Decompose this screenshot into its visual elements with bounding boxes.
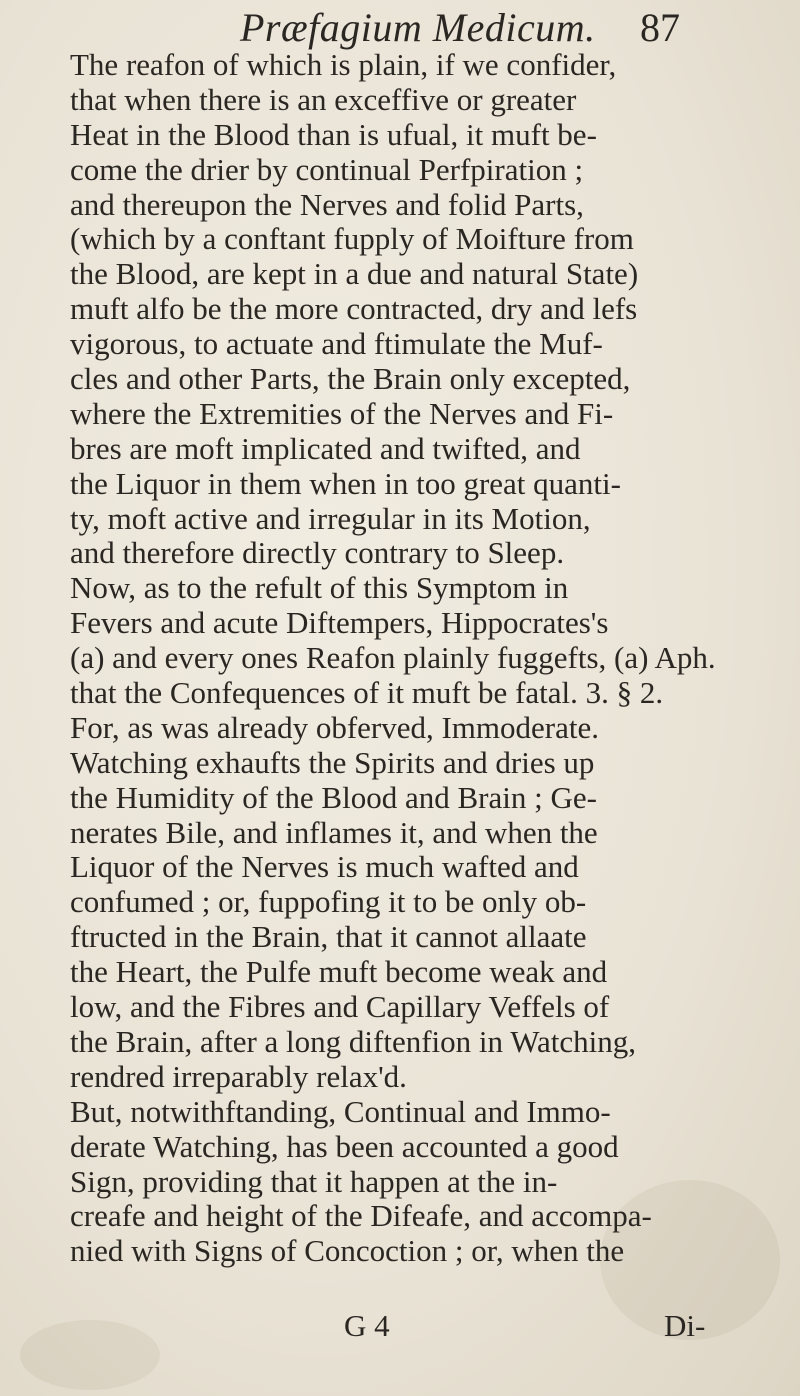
- text-line: bres are moft implicated and twifted, and: [70, 430, 581, 466]
- text-line: Fevers and acute Diftempers, Hippocrates's: [70, 605, 609, 641]
- page-number: 87: [640, 5, 680, 50]
- text-line: Liquor of the Nerves is much wafted and: [70, 849, 579, 885]
- signature-mark: G 4: [344, 1308, 390, 1343]
- text-line: (which by a conftant fupply of Moifture from: [70, 221, 634, 257]
- text-line: come the drier by continual Perfpiration ;: [70, 151, 584, 187]
- text-line: derate Watching, has been accounted a good: [70, 1128, 619, 1164]
- page-footer: [0, 1308, 800, 1348]
- text-line: the Heart, the Pulfe muft become weak and: [70, 954, 608, 990]
- text-line: that when there is an exceffive or greater: [70, 81, 577, 117]
- text-line: the Blood, are kept in a due and natural State): [70, 256, 639, 292]
- text-line: the Brain, after a long diftenfion in Watching,: [70, 1023, 636, 1059]
- text-line: The reafon of which is plain, if we confider,: [70, 47, 617, 82]
- text-line: the Liquor in them when in too great quanti-: [70, 465, 621, 501]
- catchword: Di-: [664, 1308, 706, 1343]
- text-line: Watching exhaufts the Spirits and dries up: [70, 744, 595, 780]
- text-line: vigorous, to actuate and ftimulate the Muf-: [70, 326, 603, 362]
- text-line: Sign, providing that it happen at the in-: [70, 1163, 558, 1199]
- text-line: Heat in the Blood than is ufual, it muft be-: [70, 116, 597, 152]
- text-line: For, as was already obferved, Immoderate.: [70, 709, 599, 745]
- running-title: Præfagium Medicum.: [240, 5, 596, 50]
- text-line: But, notwithftanding, Continual and Immo-: [70, 1093, 611, 1129]
- text-line: nerates Bile, and inflames it, and when the: [70, 814, 598, 850]
- text-line: the Humidity of the Blood and Brain ; Ge-: [70, 779, 597, 815]
- text-line: where the Extremities of the Nerves and Fi-: [70, 395, 614, 431]
- text-line: muft alfo be the more contracted, dry and lefs: [70, 291, 638, 327]
- text-line: Now, as to the refult of this Symptom in: [70, 570, 569, 606]
- text-line: that the Confequences of it muft be fatal. 3. § 2.: [70, 675, 664, 711]
- text-line: ty, moft active and irregular in its Motion,: [70, 500, 591, 536]
- text-line: nied with Signs of Concoction ; or, when the: [70, 1233, 625, 1269]
- text-line: rendred irreparably relax'd.: [70, 1058, 407, 1094]
- text-line: (a) and every ones Reafon plainly fuggefts, (a) Aph.: [70, 640, 716, 676]
- text-line: low, and the Fibres and Capillary Veffels of: [70, 989, 610, 1025]
- text-line: and thereupon the Nerves and folid Parts,: [70, 186, 584, 222]
- text-line: and therefore directly contrary to Sleep.: [70, 535, 565, 571]
- text-line: confumed ; or, fuppofing it to be only ob-: [70, 884, 587, 920]
- body-text: [40, 48, 780, 1269]
- text-line: ftructed in the Brain, that it cannot allaate: [70, 919, 587, 955]
- text-line: cles and other Parts, the Brain only excepted,: [70, 361, 631, 397]
- text-line: creafe and height of the Difeafe, and accompa-: [70, 1198, 652, 1234]
